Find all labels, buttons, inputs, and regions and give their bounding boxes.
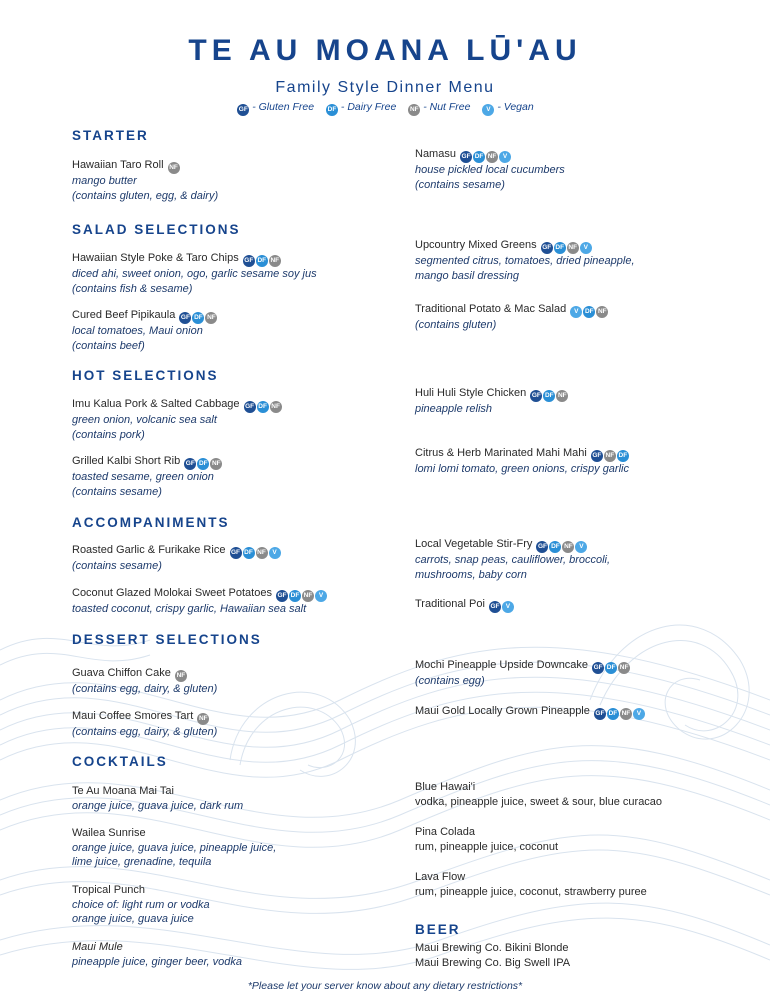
item-name: Roasted Garlic & Furikake Rice [72,544,226,556]
item-description: lomi lomi tomato, green onions, crispy garlic [415,463,629,475]
item-allergens: (contains beef) [72,339,145,352]
legend-label: - Gluten Free [252,101,315,113]
item-description-line-2: lime juice, grenadine, tequila [72,856,212,868]
item-description: orange juice, guava juice, pineapple juice, [72,841,277,854]
menu-item [72,709,217,740]
dairy-free-badge-icon: DF [554,242,566,254]
item-description: local tomatoes, Maui onion [72,325,203,337]
item-name: Maui Mule [72,941,123,953]
item-name: Huli Huli Style Chicken [415,387,527,399]
item-name: Cured Beef Pipikaula [72,309,176,321]
nut-free-badge-icon: NF [269,255,281,267]
item-description: house pickled local cucumbers [415,164,565,176]
nut-free-badge-icon: NF [270,401,282,413]
page-title: TE AU MOANA LŪ'AU [188,34,582,67]
gluten-free-badge-icon: GF [230,547,242,559]
item-name: Grilled Kalbi Short Rib [72,455,181,467]
item-allergens: (contains gluten) [415,319,497,331]
menu-item [72,454,222,499]
gluten-free-badge-icon: GF [530,390,542,402]
menu-item [415,147,565,192]
item-name: Hawaiian Style Poke & Taro Chips [72,252,239,264]
item-name: Coconut Glazed Molokai Sweet Potatoes [72,587,272,599]
item-allergens: (contains pork) [72,428,145,441]
gluten-free-badge-icon: GF [489,601,501,613]
nut-free-badge-icon: NF [620,708,632,720]
menu-item [72,397,282,442]
nut-free-badge-icon: NF [604,450,616,462]
dairy-free-badge-icon: DF [543,390,555,402]
item-name: Maui Coffee Smores Tart [72,710,194,722]
item-name: Namasu [415,148,456,160]
gluten-free-badge-icon: GF [184,458,196,470]
item-name: Pina Colada [415,826,475,838]
nut-free-badge-icon: NF [556,390,568,402]
item-description: rum, pineapple juice, coconut [415,840,559,853]
beer-item: Maui Brewing Co. Bikini Blonde [415,942,569,954]
item-allergens: (contains egg, dairy, & gluten) [72,726,218,738]
item-name: Hawaiian Taro Roll [72,159,164,171]
item-description: choice of: light rum or vodka [72,898,210,911]
item-description-line-2: orange juice, guava juice [72,913,194,925]
menu-item [72,158,218,203]
menu-item [415,386,568,417]
nut-free-badge-icon: NF [596,306,608,318]
dairy-free-badge-icon: DF [289,590,301,602]
item-description: diced ahi, sweet onion, ogo, garlic sesame soy jus [72,268,317,280]
item-description: segmented citrus, tomatoes, dried pineapple, [415,255,635,267]
section-heading-accompaniments: ACCOMPANIMENTS [72,515,230,530]
item-description: rum, pineapple juice, coconut, strawberry puree [415,885,647,898]
menu-item [415,238,635,283]
dietary-legend [0,101,770,116]
item-description: carrots, snap peas, cauliflower, broccoli, [415,554,611,566]
gluten-free-badge-icon: GF [592,662,604,674]
dairy-free-badge-icon: DF [257,401,269,413]
menu-item [415,537,610,582]
gluten-free-badge-icon: GF [237,104,249,116]
section-heading-cocktails: COCKTAILS [72,754,168,769]
menu-item [72,586,327,617]
vegan-badge-icon: V [570,306,582,318]
dairy-free-badge-icon: DF [617,450,629,462]
gluten-free-badge-icon: GF [244,401,256,413]
gluten-free-badge-icon: GF [179,312,191,324]
nut-free-badge-icon: NF [210,458,222,470]
dairy-free-badge-icon: DF [583,306,595,318]
item-description: orange juice, guava juice, dark rum [72,799,244,812]
gluten-free-badge-icon: GF [536,541,548,553]
nut-free-badge-icon: NF [408,104,420,116]
menu-item [72,308,217,353]
item-description-line-2: mango basil dressing [415,269,519,282]
menu-item [415,302,608,333]
item-name: Blue Hawai'i [415,781,476,793]
menu-item [72,251,317,296]
item-name: Upcountry Mixed Greens [415,239,537,251]
item-allergens: (contains egg) [415,675,485,687]
vegan-badge-icon: V [482,104,494,116]
cocktail-item [415,825,558,854]
item-name: Imu Kalua Pork & Salted Cabbage [72,398,240,410]
legend-label: - Vegan [497,101,534,113]
menu-item [72,543,281,574]
item-description: toasted sesame, green onion [72,471,214,483]
item-description: vodka, pineapple juice, sweet & sour, blue curacao [415,795,663,808]
item-allergens: (contains egg, dairy, & gluten) [72,683,218,695]
vegan-badge-icon: V [502,601,514,613]
cocktail-item [72,940,242,969]
cocktail-item [72,883,210,927]
menu-item [415,597,514,613]
nut-free-badge-icon: NF [486,151,498,163]
nut-free-badge-icon: NF [205,312,217,324]
menu-item [415,658,630,689]
vegan-badge-icon: V [269,547,281,559]
nut-free-badge-icon: NF [618,662,630,674]
beer-list [415,941,570,970]
item-allergens: (contains sesame) [415,178,505,191]
item-name: Lava Flow [415,871,466,883]
item-name: Citrus & Herb Marinated Mahi Mahi [415,447,587,459]
item-description: pineapple juice, ginger beer, vodka [72,955,243,968]
nut-free-badge-icon: NF [302,590,314,602]
menu-item [72,666,217,697]
section-heading-dessert: DESSERT SELECTIONS [72,632,262,647]
dairy-free-badge-icon: DF [473,151,485,163]
beer-item: Maui Brewing Co. Big Swell IPA [415,956,571,969]
item-allergens: (contains sesame) [72,485,162,498]
dietary-footer-note: *Please let your server know about any dietary restrictions* [247,980,523,992]
vegan-badge-icon: V [315,590,327,602]
page-subtitle: Family Style Dinner Menu [275,79,495,96]
section-heading-beer: BEER [415,922,461,937]
cocktail-item [415,780,662,809]
item-description: green onion, volcanic sea salt [72,414,217,426]
cocktail-item [72,784,243,813]
gluten-free-badge-icon: GF [276,590,288,602]
legend-label: - Dairy Free [340,101,397,113]
legend-label: - Nut Free [423,101,471,113]
vegan-badge-icon: V [575,541,587,553]
gluten-free-badge-icon: GF [594,708,606,720]
item-description-line-2: mushrooms, baby corn [415,568,527,581]
item-name: Wailea Sunrise [72,827,146,839]
nut-free-badge-icon: NF [256,547,268,559]
dairy-free-badge-icon: DF [549,541,561,553]
item-name: Te Au Moana Mai Tai [72,785,174,797]
section-heading-hot: HOT SELECTIONS [72,368,219,383]
item-name: Guava Chiffon Cake [72,667,171,679]
nut-free-badge-icon: NF [197,713,209,725]
nut-free-badge-icon: NF [567,242,579,254]
item-name: Local Vegetable Stir-Fry [415,538,533,550]
nut-free-badge-icon: NF [562,541,574,553]
section-heading-starter: STARTER [72,128,149,143]
menu-item [415,704,645,720]
dairy-free-badge-icon: DF [256,255,268,267]
item-description: toasted coconut, crispy garlic, Hawaiian sea salt [72,603,307,615]
cocktail-item [72,826,276,870]
vegan-badge-icon: V [580,242,592,254]
dairy-free-badge-icon: DF [243,547,255,559]
nut-free-badge-icon: NF [168,162,180,174]
item-allergens: (contains fish & sesame) [72,282,193,295]
gluten-free-badge-icon: GF [541,242,553,254]
item-allergens: (contains sesame) [72,560,162,572]
item-description: pineapple relish [415,403,493,415]
dairy-free-badge-icon: DF [192,312,204,324]
vegan-badge-icon: V [499,151,511,163]
menu-item [415,446,629,477]
vegan-badge-icon: V [633,708,645,720]
dairy-free-badge-icon: DF [197,458,209,470]
item-name: Maui Gold Locally Grown Pineapple [415,705,590,717]
item-allergens: (contains gluten, egg, & dairy) [72,189,219,202]
item-name: Tropical Punch [72,884,145,896]
gluten-free-badge-icon: GF [460,151,472,163]
dairy-free-badge-icon: DF [605,662,617,674]
nut-free-badge-icon: NF [175,670,187,682]
gluten-free-badge-icon: GF [591,450,603,462]
item-name: Traditional Potato & Mac Salad [415,303,567,315]
section-heading-salad: SALAD SELECTIONS [72,222,241,237]
item-name: Mochi Pineapple Upside Downcake [415,659,589,671]
item-description: mango butter [72,175,137,187]
cocktail-item [415,870,647,899]
dairy-free-badge-icon: DF [326,104,338,116]
item-name: Traditional Poi [415,598,485,610]
gluten-free-badge-icon: GF [243,255,255,267]
dairy-free-badge-icon: DF [607,708,619,720]
